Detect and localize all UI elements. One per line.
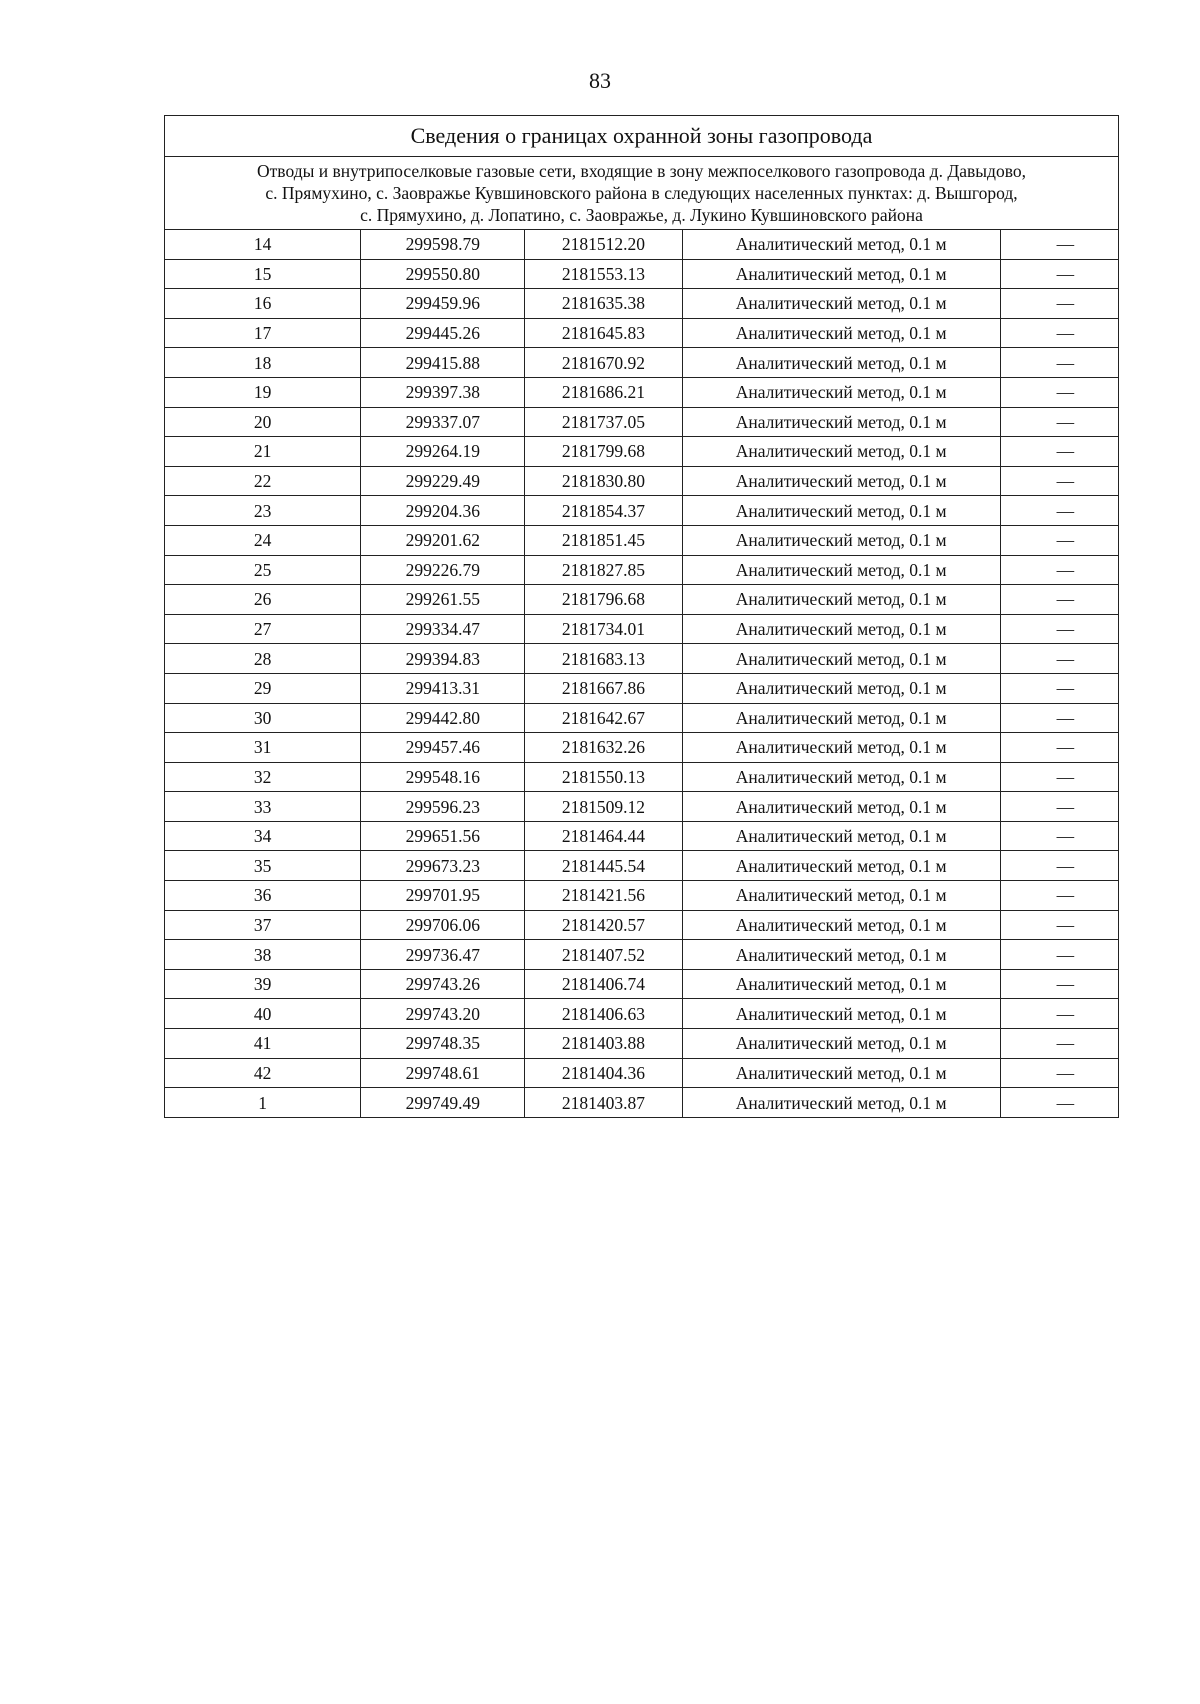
note-cell — [1000, 348, 1118, 378]
y-coordinate-cell: 2181645.83 — [525, 318, 682, 348]
dash-mark: — — [1056, 234, 1075, 255]
method-cell: Аналитический метод, 0.1 м — [682, 407, 1000, 437]
table-row — [165, 437, 1119, 467]
dash-mark: — — [1056, 707, 1075, 728]
note-cell — [1000, 881, 1118, 911]
method-cell: Аналитический метод, 0.1 м — [682, 762, 1000, 792]
description-line: с. Прямухино, с. Заовражье Кувшиновского района в следующих населенных пунктах: д. Вышгород, — [265, 183, 1018, 203]
note-cell — [1000, 940, 1118, 970]
x-coordinate-cell: 299743.26 — [361, 969, 525, 999]
y-coordinate-cell: 2181403.88 — [525, 1029, 682, 1059]
dash-mark: — — [1056, 500, 1075, 521]
table-title-row — [165, 116, 1119, 157]
note-cell — [1000, 733, 1118, 763]
method-cell: Аналитический метод, 0.1 м — [682, 673, 1000, 703]
method-cell: Аналитический метод, 0.1 м — [682, 230, 1000, 260]
dash-mark: — — [1056, 914, 1075, 935]
method-cell: Аналитический метод, 0.1 м — [682, 733, 1000, 763]
table-row — [165, 318, 1119, 348]
note-cell — [1000, 614, 1118, 644]
point-number-cell: 21 — [165, 437, 361, 467]
method-cell: Аналитический метод, 0.1 м — [682, 259, 1000, 289]
dash-mark: — — [1056, 323, 1075, 344]
y-coordinate-cell: 2181420.57 — [525, 910, 682, 940]
point-number-cell: 20 — [165, 407, 361, 437]
dash-mark: — — [1056, 974, 1075, 995]
dash-mark: — — [1056, 855, 1075, 876]
note-cell — [1000, 851, 1118, 881]
table-description-row — [165, 157, 1119, 230]
x-coordinate-cell: 299701.95 — [361, 881, 525, 911]
x-coordinate-cell: 299548.16 — [361, 762, 525, 792]
y-coordinate-cell: 2181421.56 — [525, 881, 682, 911]
method-cell: Аналитический метод, 0.1 м — [682, 940, 1000, 970]
point-number-cell: 36 — [165, 881, 361, 911]
method-cell: Аналитический метод, 0.1 м — [682, 555, 1000, 585]
method-cell: Аналитический метод, 0.1 м — [682, 377, 1000, 407]
point-number-cell: 24 — [165, 525, 361, 555]
y-coordinate-cell: 2181632.26 — [525, 733, 682, 763]
table-row — [165, 1058, 1119, 1088]
y-coordinate-cell: 2181830.80 — [525, 466, 682, 496]
note-cell — [1000, 377, 1118, 407]
note-cell — [1000, 703, 1118, 733]
note-cell — [1000, 792, 1118, 822]
y-coordinate-cell: 2181407.52 — [525, 940, 682, 970]
note-cell — [1000, 555, 1118, 585]
x-coordinate-cell: 299334.47 — [361, 614, 525, 644]
y-coordinate-cell: 2181734.01 — [525, 614, 682, 644]
point-number-cell: 37 — [165, 910, 361, 940]
x-coordinate-cell: 299413.31 — [361, 673, 525, 703]
point-number-cell: 30 — [165, 703, 361, 733]
note-cell — [1000, 318, 1118, 348]
y-coordinate-cell: 2181683.13 — [525, 644, 682, 674]
point-number-cell: 28 — [165, 644, 361, 674]
dash-mark: — — [1056, 619, 1075, 640]
note-cell — [1000, 644, 1118, 674]
y-coordinate-cell: 2181667.86 — [525, 673, 682, 703]
y-coordinate-cell: 2181403.87 — [525, 1088, 682, 1118]
table-row — [165, 407, 1119, 437]
point-number-cell: 1 — [165, 1088, 361, 1118]
point-number-cell: 25 — [165, 555, 361, 585]
boundary-table — [164, 115, 1119, 1118]
note-cell — [1000, 259, 1118, 289]
dash-mark: — — [1056, 441, 1075, 462]
x-coordinate-cell: 299706.06 — [361, 910, 525, 940]
x-coordinate-cell: 299749.49 — [361, 1088, 525, 1118]
y-coordinate-cell: 2181635.38 — [525, 289, 682, 319]
note-cell — [1000, 1058, 1118, 1088]
table-row — [165, 289, 1119, 319]
y-coordinate-cell: 2181406.74 — [525, 969, 682, 999]
method-cell: Аналитический метод, 0.1 м — [682, 881, 1000, 911]
method-cell: Аналитический метод, 0.1 м — [682, 1029, 1000, 1059]
x-coordinate-cell: 299596.23 — [361, 792, 525, 822]
x-coordinate-cell: 299445.26 — [361, 318, 525, 348]
table-row — [165, 762, 1119, 792]
x-coordinate-cell: 299261.55 — [361, 585, 525, 615]
table-row — [165, 910, 1119, 940]
y-coordinate-cell: 2181737.05 — [525, 407, 682, 437]
point-number-cell: 29 — [165, 673, 361, 703]
note-cell — [1000, 585, 1118, 615]
dash-mark: — — [1056, 796, 1075, 817]
y-coordinate-cell: 2181851.45 — [525, 525, 682, 555]
method-cell: Аналитический метод, 0.1 м — [682, 348, 1000, 378]
x-coordinate-cell: 299748.61 — [361, 1058, 525, 1088]
method-cell: Аналитический метод, 0.1 м — [682, 466, 1000, 496]
note-cell — [1000, 821, 1118, 851]
table-row — [165, 377, 1119, 407]
y-coordinate-cell: 2181464.44 — [525, 821, 682, 851]
point-number-cell: 38 — [165, 940, 361, 970]
table-row — [165, 348, 1119, 378]
method-cell: Аналитический метод, 0.1 м — [682, 437, 1000, 467]
method-cell: Аналитический метод, 0.1 м — [682, 851, 1000, 881]
table-row — [165, 673, 1119, 703]
y-coordinate-cell: 2181799.68 — [525, 437, 682, 467]
table-row — [165, 644, 1119, 674]
dash-mark: — — [1056, 589, 1075, 610]
point-number-cell: 31 — [165, 733, 361, 763]
point-number-cell: 40 — [165, 999, 361, 1029]
table-row — [165, 940, 1119, 970]
y-coordinate-cell: 2181854.37 — [525, 496, 682, 526]
note-cell — [1000, 673, 1118, 703]
dash-mark: — — [1056, 1092, 1075, 1113]
x-coordinate-cell: 299226.79 — [361, 555, 525, 585]
method-cell: Аналитический метод, 0.1 м — [682, 1088, 1000, 1118]
dash-mark: — — [1056, 471, 1075, 492]
page-number: 83 — [589, 68, 611, 93]
note-cell — [1000, 525, 1118, 555]
x-coordinate-cell: 299457.46 — [361, 733, 525, 763]
dash-mark: — — [1056, 382, 1075, 403]
dash-mark: — — [1056, 559, 1075, 580]
x-coordinate-cell: 299337.07 — [361, 407, 525, 437]
dash-mark: — — [1056, 352, 1075, 373]
x-coordinate-cell: 299394.83 — [361, 644, 525, 674]
method-cell: Аналитический метод, 0.1 м — [682, 289, 1000, 319]
point-number-cell: 32 — [165, 762, 361, 792]
dash-mark: — — [1056, 1033, 1075, 1054]
note-cell — [1000, 1088, 1118, 1118]
x-coordinate-cell: 299415.88 — [361, 348, 525, 378]
point-number-cell: 14 — [165, 230, 361, 260]
point-number-cell: 39 — [165, 969, 361, 999]
x-coordinate-cell: 299550.80 — [361, 259, 525, 289]
dash-mark: — — [1056, 766, 1075, 787]
point-number-cell: 34 — [165, 821, 361, 851]
note-cell — [1000, 466, 1118, 496]
point-number-cell: 23 — [165, 496, 361, 526]
x-coordinate-cell: 299397.38 — [361, 377, 525, 407]
table-row — [165, 1029, 1119, 1059]
method-cell: Аналитический метод, 0.1 м — [682, 703, 1000, 733]
table-row — [165, 259, 1119, 289]
y-coordinate-cell: 2181827.85 — [525, 555, 682, 585]
dash-mark: — — [1056, 944, 1075, 965]
x-coordinate-cell: 299204.36 — [361, 496, 525, 526]
x-coordinate-cell: 299201.62 — [361, 525, 525, 555]
boundary-table-body — [165, 116, 1119, 1118]
table-row — [165, 969, 1119, 999]
dash-mark: — — [1056, 530, 1075, 551]
method-cell: Аналитический метод, 0.1 м — [682, 318, 1000, 348]
note-cell — [1000, 437, 1118, 467]
dash-mark: — — [1056, 411, 1075, 432]
y-coordinate-cell: 2181512.20 — [525, 230, 682, 260]
x-coordinate-cell: 299229.49 — [361, 466, 525, 496]
note-cell — [1000, 999, 1118, 1029]
x-coordinate-cell: 299459.96 — [361, 289, 525, 319]
method-cell: Аналитический метод, 0.1 м — [682, 821, 1000, 851]
table-row — [165, 881, 1119, 911]
dash-mark: — — [1056, 648, 1075, 669]
y-coordinate-cell: 2181553.13 — [525, 259, 682, 289]
dash-mark: — — [1056, 1062, 1075, 1083]
method-cell: Аналитический метод, 0.1 м — [682, 496, 1000, 526]
point-number-cell: 16 — [165, 289, 361, 319]
method-cell: Аналитический метод, 0.1 м — [682, 969, 1000, 999]
method-cell: Аналитический метод, 0.1 м — [682, 792, 1000, 822]
note-cell — [1000, 289, 1118, 319]
note-cell — [1000, 496, 1118, 526]
description-line: с. Прямухино, д. Лопатино, с. Заовражье, д. Лукино Кувшиновского района — [360, 205, 923, 225]
point-number-cell: 15 — [165, 259, 361, 289]
method-cell: Аналитический метод, 0.1 м — [682, 644, 1000, 674]
point-number-cell: 19 — [165, 377, 361, 407]
x-coordinate-cell: 299736.47 — [361, 940, 525, 970]
point-number-cell: 42 — [165, 1058, 361, 1088]
x-coordinate-cell: 299598.79 — [361, 230, 525, 260]
dash-mark: — — [1056, 263, 1075, 284]
x-coordinate-cell: 299264.19 — [361, 437, 525, 467]
y-coordinate-cell: 2181550.13 — [525, 762, 682, 792]
y-coordinate-cell: 2181509.12 — [525, 792, 682, 822]
method-cell: Аналитический метод, 0.1 м — [682, 999, 1000, 1029]
x-coordinate-cell: 299748.35 — [361, 1029, 525, 1059]
method-cell: Аналитический метод, 0.1 м — [682, 585, 1000, 615]
method-cell: Аналитический метод, 0.1 м — [682, 910, 1000, 940]
dash-mark: — — [1056, 293, 1075, 314]
note-cell — [1000, 1029, 1118, 1059]
table-row — [165, 821, 1119, 851]
description-line: Отводы и внутрипоселковые газовые сети, входящие в зону межпоселкового газопровода д. Давыдово, — [257, 161, 1026, 181]
dash-mark: — — [1056, 1003, 1075, 1024]
table-row — [165, 496, 1119, 526]
x-coordinate-cell: 299743.20 — [361, 999, 525, 1029]
y-coordinate-cell: 2181686.21 — [525, 377, 682, 407]
table-row — [165, 703, 1119, 733]
note-cell — [1000, 762, 1118, 792]
table-title: Сведения о границах охранной зоны газопровода — [165, 116, 1119, 157]
y-coordinate-cell: 2181796.68 — [525, 585, 682, 615]
table-row — [165, 230, 1119, 260]
table-description — [165, 157, 1119, 230]
table-row — [165, 555, 1119, 585]
y-coordinate-cell: 2181670.92 — [525, 348, 682, 378]
note-cell — [1000, 969, 1118, 999]
table-row — [165, 614, 1119, 644]
note-cell — [1000, 230, 1118, 260]
x-coordinate-cell: 299651.56 — [361, 821, 525, 851]
table-row — [165, 466, 1119, 496]
note-cell — [1000, 910, 1118, 940]
point-number-cell: 33 — [165, 792, 361, 822]
table-row — [165, 851, 1119, 881]
dash-mark: — — [1056, 826, 1075, 847]
note-cell — [1000, 407, 1118, 437]
point-number-cell: 18 — [165, 348, 361, 378]
x-coordinate-cell: 299673.23 — [361, 851, 525, 881]
table-row — [165, 999, 1119, 1029]
table-row — [165, 585, 1119, 615]
table-row — [165, 733, 1119, 763]
y-coordinate-cell: 2181404.36 — [525, 1058, 682, 1088]
point-number-cell: 35 — [165, 851, 361, 881]
method-cell: Аналитический метод, 0.1 м — [682, 525, 1000, 555]
table-row — [165, 525, 1119, 555]
table-row — [165, 1088, 1119, 1118]
point-number-cell: 41 — [165, 1029, 361, 1059]
point-number-cell: 17 — [165, 318, 361, 348]
method-cell: Аналитический метод, 0.1 м — [682, 614, 1000, 644]
point-number-cell: 27 — [165, 614, 361, 644]
point-number-cell: 26 — [165, 585, 361, 615]
dash-mark: — — [1056, 737, 1075, 758]
table-row — [165, 792, 1119, 822]
dash-mark: — — [1056, 678, 1075, 699]
y-coordinate-cell: 2181642.67 — [525, 703, 682, 733]
method-cell: Аналитический метод, 0.1 м — [682, 1058, 1000, 1088]
dash-mark: — — [1056, 885, 1075, 906]
x-coordinate-cell: 299442.80 — [361, 703, 525, 733]
y-coordinate-cell: 2181406.63 — [525, 999, 682, 1029]
point-number-cell: 22 — [165, 466, 361, 496]
y-coordinate-cell: 2181445.54 — [525, 851, 682, 881]
